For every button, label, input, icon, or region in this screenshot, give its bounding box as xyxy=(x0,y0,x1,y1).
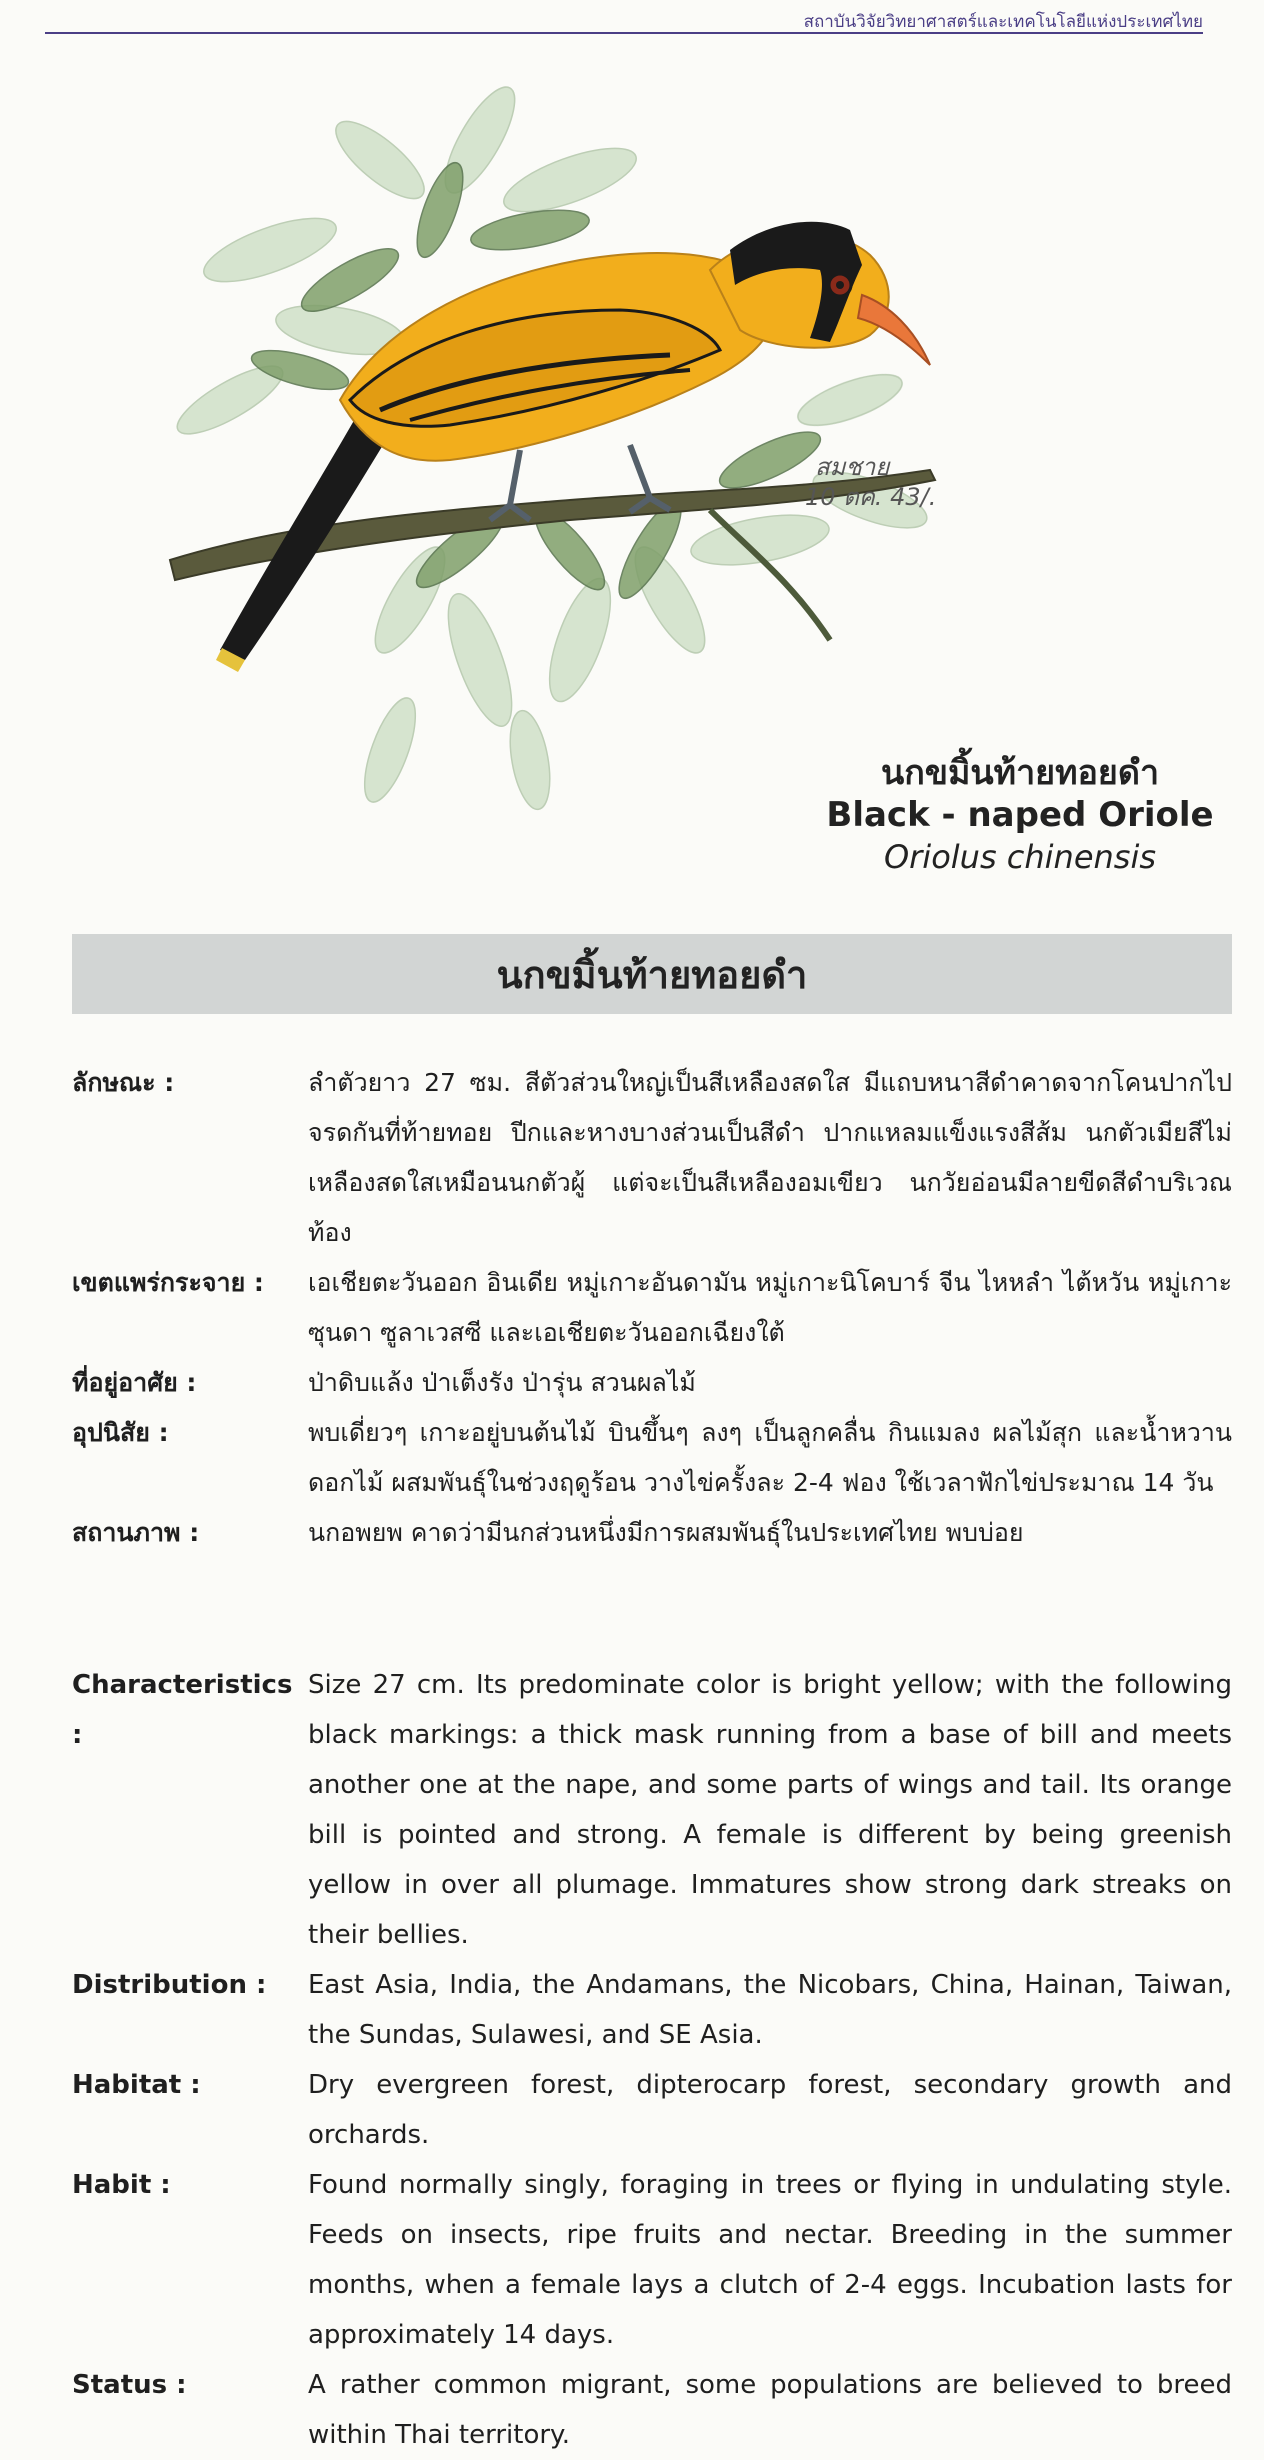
thai-habitat-value: ป่าดิบแล้ง ป่าเต็งรัง ป่ารุ่น สวนผลไม้ xyxy=(308,1368,696,1397)
caption-scientific-name: Oriolus chinensis xyxy=(883,838,1157,876)
thai-habit-label: อุปนิสัย : xyxy=(72,1418,169,1447)
habitat-label: Habitat : xyxy=(72,2070,201,2100)
characteristics-row xyxy=(72,1660,1232,1960)
thai-status-value: นกอพยพ คาดว่ามีนกส่วนหนึ่งมีการผสมพันธุ์ในประเทศไทย พบบ่อย xyxy=(308,1518,1024,1547)
thai-characteristics-row xyxy=(72,1058,1232,1258)
distribution-row xyxy=(72,1960,1232,2060)
svg-text:10 ตค. 43/.: 10 ตค. 43/. xyxy=(805,483,937,511)
thai-status-row xyxy=(72,1508,1232,1558)
species-caption xyxy=(820,752,1220,878)
habitat-value: Dry evergreen forest, dipterocarp forest, secondary growth and orchards. xyxy=(308,2070,1232,2150)
status-row xyxy=(72,2360,1232,2460)
oriole-illustration xyxy=(150,80,1100,860)
distribution-value: East Asia, India, the Andamans, the Nicobars, China, Hainan, Taiwan, the Sundas, Sulawesi, and SE Asia. xyxy=(308,1970,1232,2050)
status-value: A rather common migrant, some populations are believed to breed within Thai territory. xyxy=(308,2370,1232,2450)
thai-characteristics-label: ลักษณะ : xyxy=(72,1068,175,1097)
habit-row xyxy=(72,2160,1232,2360)
thai-distribution-label: เขตแพร่กระจาย : xyxy=(72,1268,264,1297)
thai-habit-row xyxy=(72,1408,1232,1508)
thai-description xyxy=(72,1058,1232,1558)
thai-distribution-value: เอเชียตะวันออก อินเดีย หมู่เกาะอันดามัน หมู่เกาะนิโคบาร์ จีน ไหหลำ ไต้หวัน หมู่เกาะซุนดา ซูลาเวสซี และเอเชียตะวันออกเฉียงใต้ xyxy=(308,1268,1232,1347)
thai-habitat-label: ที่อยู่อาศัย : xyxy=(72,1368,197,1397)
caption-english-name: Black - naped Oriole xyxy=(826,795,1214,835)
svg-text:สมชาย: สมชาย xyxy=(815,453,890,481)
thai-distribution-row xyxy=(72,1258,1232,1358)
characteristics-value: Size 27 cm. Its predominate color is bright yellow; with the following black markings: a thick mask running from a base of bill and meets another one at the nape, and some parts of wings and tail. Its orange bill is pointed and strong. A female is different by being greenish yellow in over all plumage. Immatures show strong dark streaks on their bellies. xyxy=(308,1670,1232,1950)
thai-characteristics-value: ลำตัวยาว 27 ซม. สีตัวส่วนใหญ่เป็นสีเหลืองสดใส มีแถบหนาสีดำคาดจากโคนปากไปจรดกันที่ท้ายทอย ปีกและหางบางส่วนเป็นสีดำ ปากแหลมแข็งแรงสีส้ม นกตัวเมียสีไม่เหลืองสดใสเหมือนนกตัวผู้ แต่จะเป็นสีเหลืองอมเขียว นกวัยอ่อนมีลายขีดสีดำบริเวณท้อง xyxy=(308,1068,1232,1247)
characteristics-label: Characteristics : xyxy=(72,1670,293,1750)
page-header xyxy=(45,0,1203,34)
habitat-row xyxy=(72,2060,1232,2160)
english-description xyxy=(72,1660,1232,2460)
thai-status-label: สถานภาพ : xyxy=(72,1518,200,1547)
section-title-bar xyxy=(72,934,1232,1014)
thai-habit-value: พบเดี่ยวๆ เกาะอยู่บนต้นไม้ บินขึ้นๆ ลงๆ เป็นลูกคลื่น กินแมลง ผลไม้สุก และน้ำหวานดอกไม้ ผสมพันธุ์ในช่วงฤดูร้อน วางไข่ครั้งละ 2-4 ฟอง ใช้เวลาฟักไข่ประมาณ 14 วัน xyxy=(308,1418,1232,1497)
distribution-label: Distribution : xyxy=(72,1970,267,2000)
section-title: นกขมิ้นท้ายทอยดำ xyxy=(496,952,808,997)
habit-label: Habit : xyxy=(72,2170,171,2200)
habit-value: Found normally singly, foraging in trees or flying in undulating style. Feeds on insects, ripe fruits and nectar. Breeding in the summer months, when a female lays a clutch of 2-4 eggs. Incubation lasts for approximately 14 days. xyxy=(308,2170,1232,2350)
thai-habitat-row xyxy=(72,1358,1232,1408)
institution-name: สถาบันวิจัยวิทยาศาสตร์และเทคโนโลยีแห่งประเทศไทย xyxy=(803,12,1203,32)
status-label: Status : xyxy=(72,2370,187,2400)
caption-thai-name: นกขมิ้นท้ายทอยดำ xyxy=(880,753,1160,793)
